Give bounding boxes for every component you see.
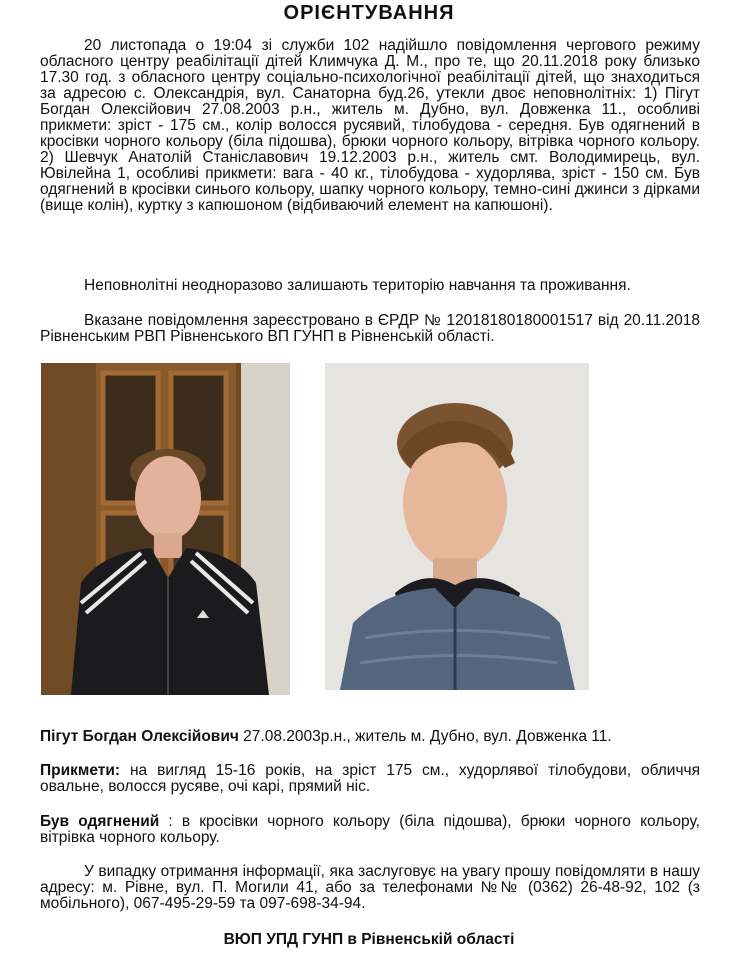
photo-pigut [41, 363, 290, 695]
features-label: Прикмети: [40, 762, 121, 779]
footer-signature: ВЮП УПД ГУНП в Рівненській області [223, 931, 515, 948]
person-details: 27.08.2003р.н., житель м. Дубно, вул. Довженка 11. [238, 728, 612, 745]
person-name: Пігут Богдан Олексійович [40, 728, 239, 745]
features-text: на вигляд 15-16 років, на зріст 175 см., худорлявої тілобудови, обличчя овальне, волосся русяве, очі карі, прямий ніс. [40, 762, 700, 795]
intro-paragraph: 20 листопада о 19:04 зі служби 102 надійшло повідомлення чергового режиму обласного центру реабілітації дітей Климчука Д. М., про те, що 20.11.2018 року близько 17.30 год. з обласного центру соціально-психологічної реабілітації дітей, що знаходиться за адресою с. Олександрія, вул. Санаторна буд.26, утекли двоє неповнолітніх: 1) Пігут Богдан Олексійович 27.08.2003 р.н., житель м. Дубно, вул. Довженка 11., особливі прикмети: зріст - 175 см., колір волосся русявий, тілобудова - середня. Був одягнений в кросівки чорного кольору (біла підошва), брюки чорного кольору, вітрівка чорного кольору. 2) Шевчук Анатолій Станіславович 19.12.2003 р.н., житель смт. Володимирець, вул. Ювілейна 1, особливі прикмети: вага - 40 кг., тілобудова - худорлява, зріст - 150 см. Був одягнений в кросівки синього кольору, шапку чорного кольору, темно-сині джинси з дірками (вище колін), куртку з капюшоном (відбиваючий елемент на капюшоні). [40, 37, 700, 214]
clothing-label: Був одягнений [40, 813, 160, 830]
clothing-paragraph [40, 814, 700, 846]
registration-paragraph: Вказане повідомлення зареєстровано в ЄРДР № 12018180180001517 від 20.11.2018 Рівненським РВП Рівненського ВП ГУНП в Рівненській області. [40, 312, 700, 345]
document-title: ОРІЄНТУВАННЯ [283, 2, 455, 24]
photo-shevchuk [325, 363, 589, 690]
person-line [40, 729, 700, 745]
clothing-text: : в кросівки чорного кольору (біла підошва), брюки чорного кольору, вітрівка чорного кольору. [40, 813, 700, 846]
features-paragraph [40, 763, 700, 795]
repeat-absence-paragraph: Неповнолітні неодноразово залишають територію навчання та проживання. [84, 277, 631, 294]
contact-paragraph: У випадку отримання інформації, яка заслуговує на увагу прошу повідомляти в нашу адресу: м. Рівне, вул. П. Могили 41, або за телефонами №№ (0362) 26-48-92, 102 (з мобільного), 067-495-29-59 та 097-698-34-94. [40, 863, 700, 912]
